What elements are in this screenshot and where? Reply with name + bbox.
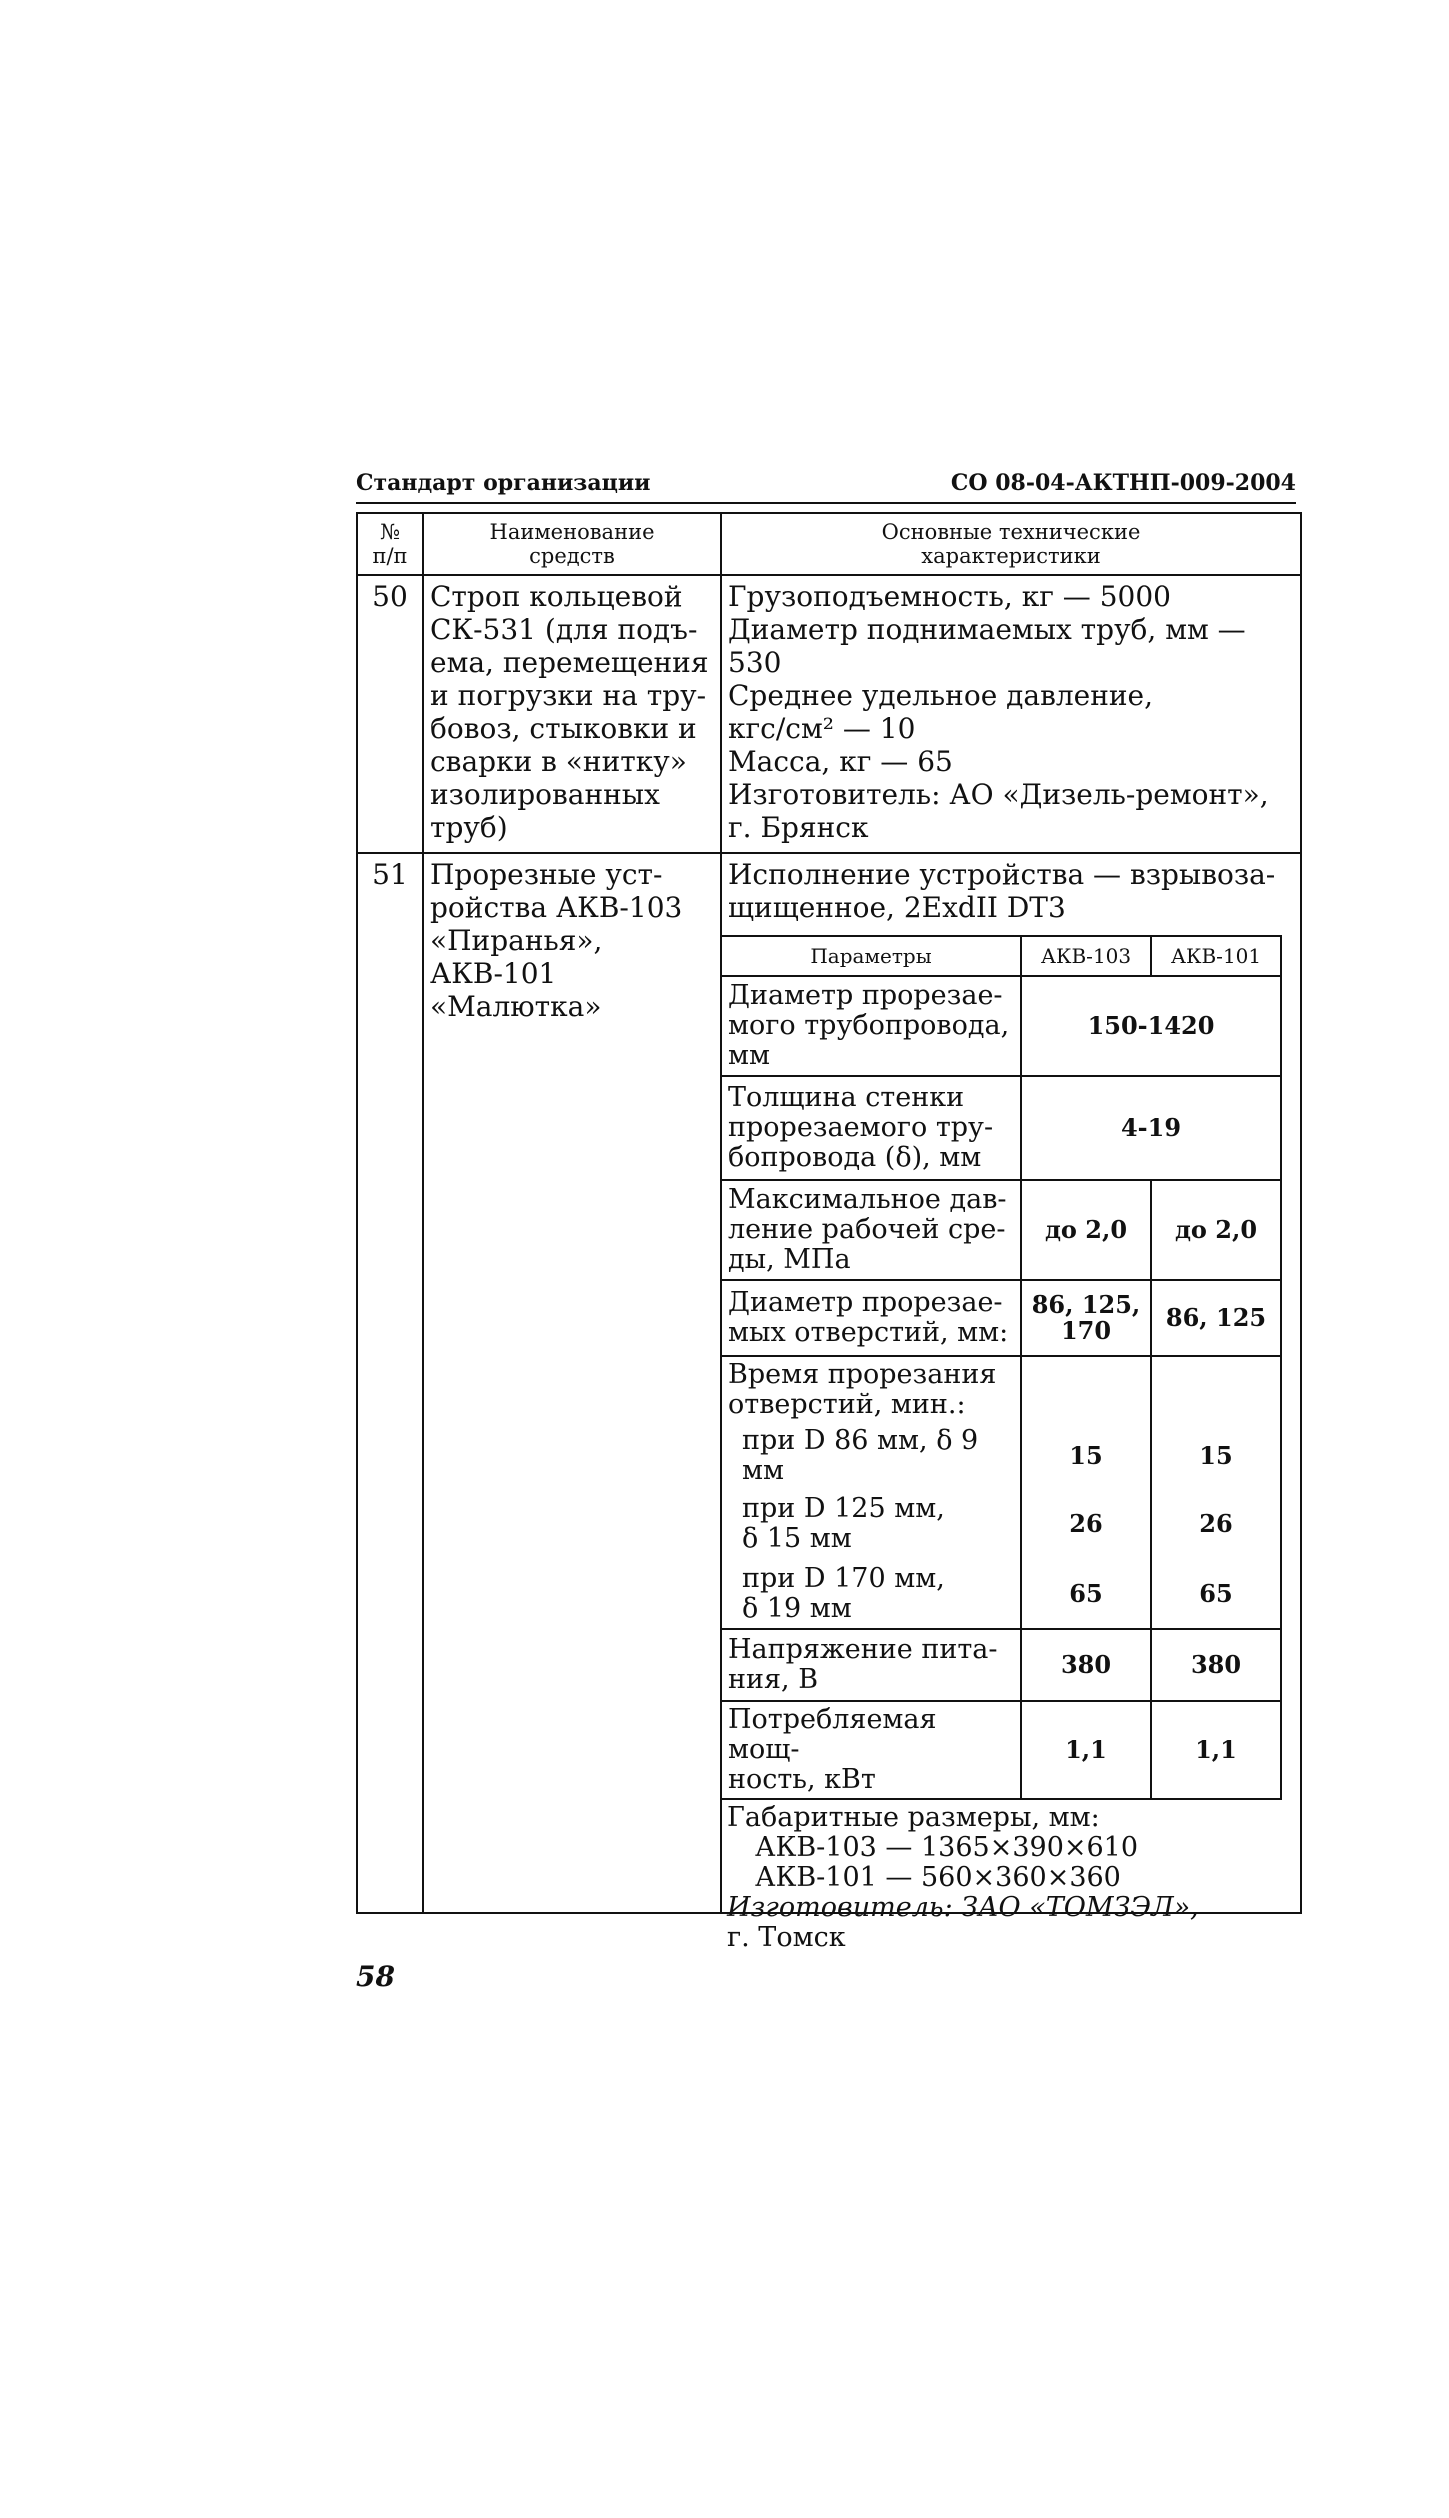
param-value-akv101: 380 (1151, 1629, 1281, 1701)
page-number: 58 (356, 1960, 395, 1993)
param-value-akv101: 1,1 (1151, 1701, 1281, 1799)
param-value-akv103: 65 (1021, 1559, 1151, 1629)
param-value-akv103: до 2,0 (1021, 1180, 1151, 1280)
param-value-akv101: 15 (1151, 1423, 1281, 1489)
spec-intro: Исполнение устройства — взрывоза- щищенное, 2ExdII DT3 (728, 858, 1276, 924)
row-name: Строп кольцевой СК-531 (для подъ- ема, перемещения и погрузки на тру- бовоз, стыковки и сварки в «нитку» изолированных труб) (423, 575, 721, 853)
spec-line: Изготовитель: АО «Дизель-ремонт», (728, 778, 1269, 811)
param-sublabel: при D 86 мм, δ 9 мм (721, 1423, 1021, 1489)
footer-line: АКВ-103 — 1365×390×610 (755, 1832, 1139, 1863)
dimensions-block (721, 1799, 1281, 1959)
param-label: Напряжение пита- ния, В (721, 1629, 1021, 1701)
param-value-akv103: 86, 125, 170 (1021, 1280, 1151, 1356)
param-row (721, 976, 1281, 1076)
footer-line: Габаритные размеры, мм: (727, 1802, 1100, 1833)
row-num: 51 (357, 853, 423, 1913)
param-header-name: Параметры (721, 936, 1021, 976)
param-row (721, 1280, 1281, 1356)
param-label: Время прорезания отверстий, мин.: (721, 1356, 1021, 1423)
param-row (721, 1629, 1281, 1701)
param-value-akv103: 1,1 (1021, 1701, 1151, 1799)
param-label: Диаметр прорезае- мого трубопровода, мм (721, 976, 1021, 1076)
spec-line: Среднее удельное давление, (728, 679, 1154, 712)
param-header-akv103: АКВ-103 (1021, 936, 1151, 976)
spec-line: Диаметр поднимаемых труб, мм — 530 (728, 613, 1246, 679)
param-row (721, 1559, 1281, 1629)
row-specs (721, 575, 1301, 853)
spec-line: Масса, кг — 65 (728, 745, 953, 778)
param-value-akv101: 65 (1151, 1559, 1281, 1629)
param-sublabel: при D 170 мм, δ 19 мм (721, 1559, 1021, 1629)
row-name: Прорезные уст- ройства АКВ-103 «Пиранья», АКВ-101 «Малютка» (423, 853, 721, 1913)
param-row (721, 1489, 1281, 1559)
header-right: СО 08-04-АКТНП-009-2004 (950, 470, 1296, 496)
param-label: Потребляемая мощ- ность, кВт (721, 1701, 1021, 1799)
spec-line: г. Брянск (728, 811, 869, 844)
footer-line: АКВ-101 — 560×360×360 (755, 1862, 1121, 1893)
param-value: 4-19 (1021, 1076, 1281, 1180)
parameters-table (720, 935, 1282, 1959)
param-row (721, 1701, 1281, 1799)
param-header-akv101: АКВ-101 (1151, 936, 1281, 976)
param-value: 150-1420 (1021, 976, 1281, 1076)
param-row (721, 1356, 1281, 1423)
param-value-akv103: 15 (1021, 1423, 1151, 1489)
param-value-akv103: 26 (1021, 1489, 1151, 1559)
spec-line: кгс/см² — 10 (728, 712, 916, 745)
footer-row (721, 1799, 1281, 1959)
param-row (721, 1423, 1281, 1489)
param-row (721, 1076, 1281, 1180)
footer-line: г. Томск (727, 1922, 846, 1953)
param-row (721, 1180, 1281, 1280)
param-label: Максимальное дав- ление рабочей сре- ды, МПа (721, 1180, 1021, 1280)
param-value-akv103: 380 (1021, 1629, 1151, 1701)
header-left: Стандарт организации (356, 470, 651, 496)
param-label: Толщина стенки прорезаемого тру- бопровода (δ), мм (721, 1076, 1021, 1180)
col-header-name: Наименование средств (423, 513, 721, 575)
spec-line: Грузоподъемность, кг — 5000 (728, 580, 1171, 613)
footer-line: Изготовитель: ЗАО «ТОМЗЭЛ», (727, 1892, 1199, 1923)
param-sublabel: при D 125 мм, δ 15 мм (721, 1489, 1021, 1559)
param-label: Диаметр прорезае- мых отверстий, мм: (721, 1280, 1021, 1356)
row-num: 50 (357, 575, 423, 853)
param-value-akv101: 26 (1151, 1489, 1281, 1559)
page-header (356, 470, 1296, 504)
param-value-akv101: 86, 125 (1151, 1280, 1281, 1356)
table-row-50 (357, 575, 1301, 853)
col-header-num: № п/п (357, 513, 423, 575)
param-value-akv101: до 2,0 (1151, 1180, 1281, 1280)
col-header-specs: Основные технические характеристики (721, 513, 1301, 575)
